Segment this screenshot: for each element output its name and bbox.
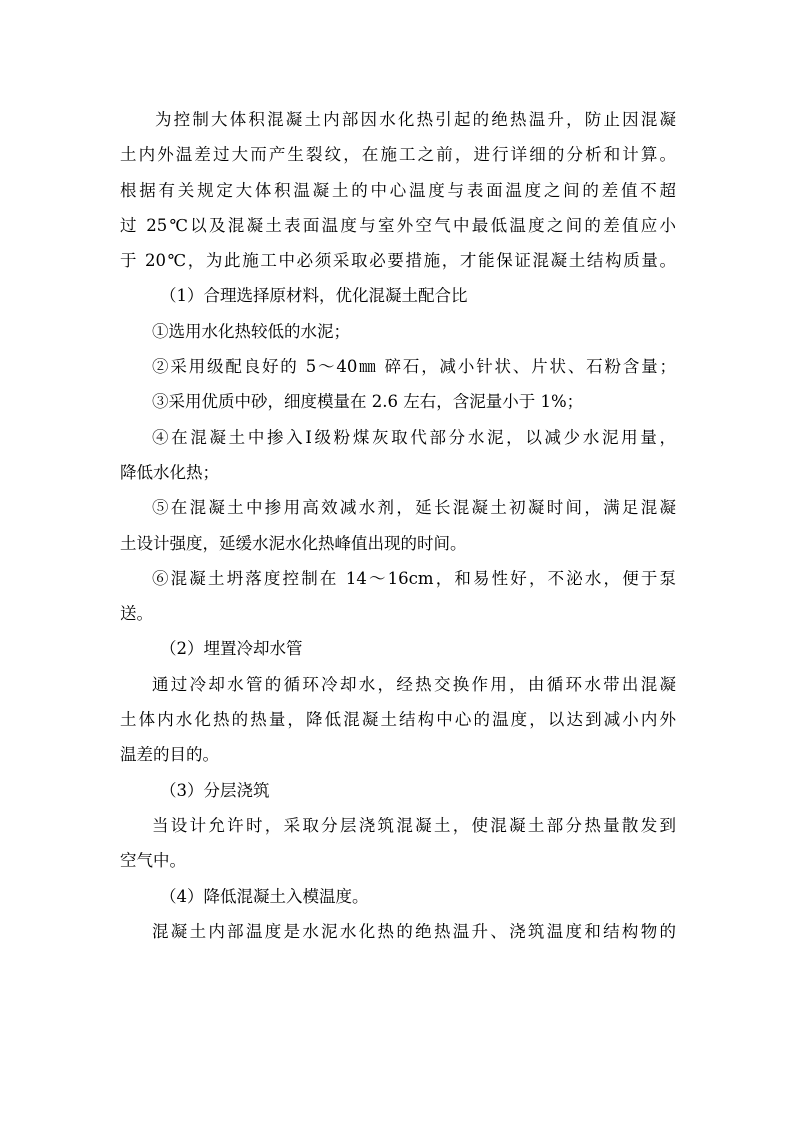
list-item: ①选用水化热较低的水泥；: [152, 321, 350, 341]
paragraph-line: 当设计允许时，采取分层浇筑混凝土，使混凝土部分热量散发到: [152, 815, 676, 835]
list-item: ④在混凝土中掺入Ⅰ级粉煤灰取代部分水泥，以减少水泥用量，: [152, 427, 676, 447]
list-item: ③采用优质中砂，细度模量在 2.6 左右，含泥量小于 1%；: [152, 392, 584, 412]
paragraph-line: 土体内水化热的热量，降低混凝土结构中心的温度，以达到减小内外: [120, 710, 676, 730]
paragraph-line: 混凝土内部温度是水泥水化热的绝热温升、浇筑温度和结构物的: [152, 921, 676, 941]
paragraph-line: 温差的目的。: [120, 745, 219, 765]
list-item: ⑤在混凝土中掺用高效减水剂，延长混凝土初凝时间，满足混凝: [152, 498, 676, 518]
section-heading: （2）埋置冷却水管: [160, 639, 303, 659]
section-heading: （1）合理选择原材料，优化混凝土配合比: [160, 286, 468, 306]
paragraph-line: 空气中。: [120, 851, 186, 871]
list-item: ②采用级配良好的 5～40㎜ 碎石，减小针状、片状、石粉含量；: [152, 357, 676, 377]
document-body: [120, 102, 676, 949]
paragraph-line: 根据有关规定大体积温凝土的中心温度与表面温度之间的差值不超: [120, 180, 676, 200]
paragraph-line: 于 20℃，为此施工中必须采取必要措施，才能保证混凝土结构质量。: [120, 251, 676, 271]
list-item-continuation: 降低水化热；: [120, 462, 219, 482]
paragraph-line: 过 25℃以及混凝土表面温度与室外空气中最低温度之间的差值应小: [120, 215, 676, 235]
paragraph-line: 为控制大体积混凝土内部因水化热引起的绝热温升，防止因混凝: [155, 110, 676, 129]
list-item-continuation: 土设计强度，延缓水泥水化热峰值出现的时间。: [120, 533, 467, 553]
list-item: ⑥混凝土坍落度控制在 14～16cm，和易性好，不泌水，便于泵: [152, 568, 676, 588]
section-heading: （4）降低混凝土入模温度。: [160, 886, 369, 906]
section-heading: （3）分层浇筑: [160, 780, 270, 800]
list-item-continuation: 送。: [120, 604, 153, 624]
paragraph-line: 土内外温差过大而产生裂纹，在施工之前，进行详细的分析和计算。: [120, 145, 676, 165]
paragraph-line: 通过冷却水管的循环冷却水，经热交换作用，由循环水带出混凝: [152, 674, 676, 694]
